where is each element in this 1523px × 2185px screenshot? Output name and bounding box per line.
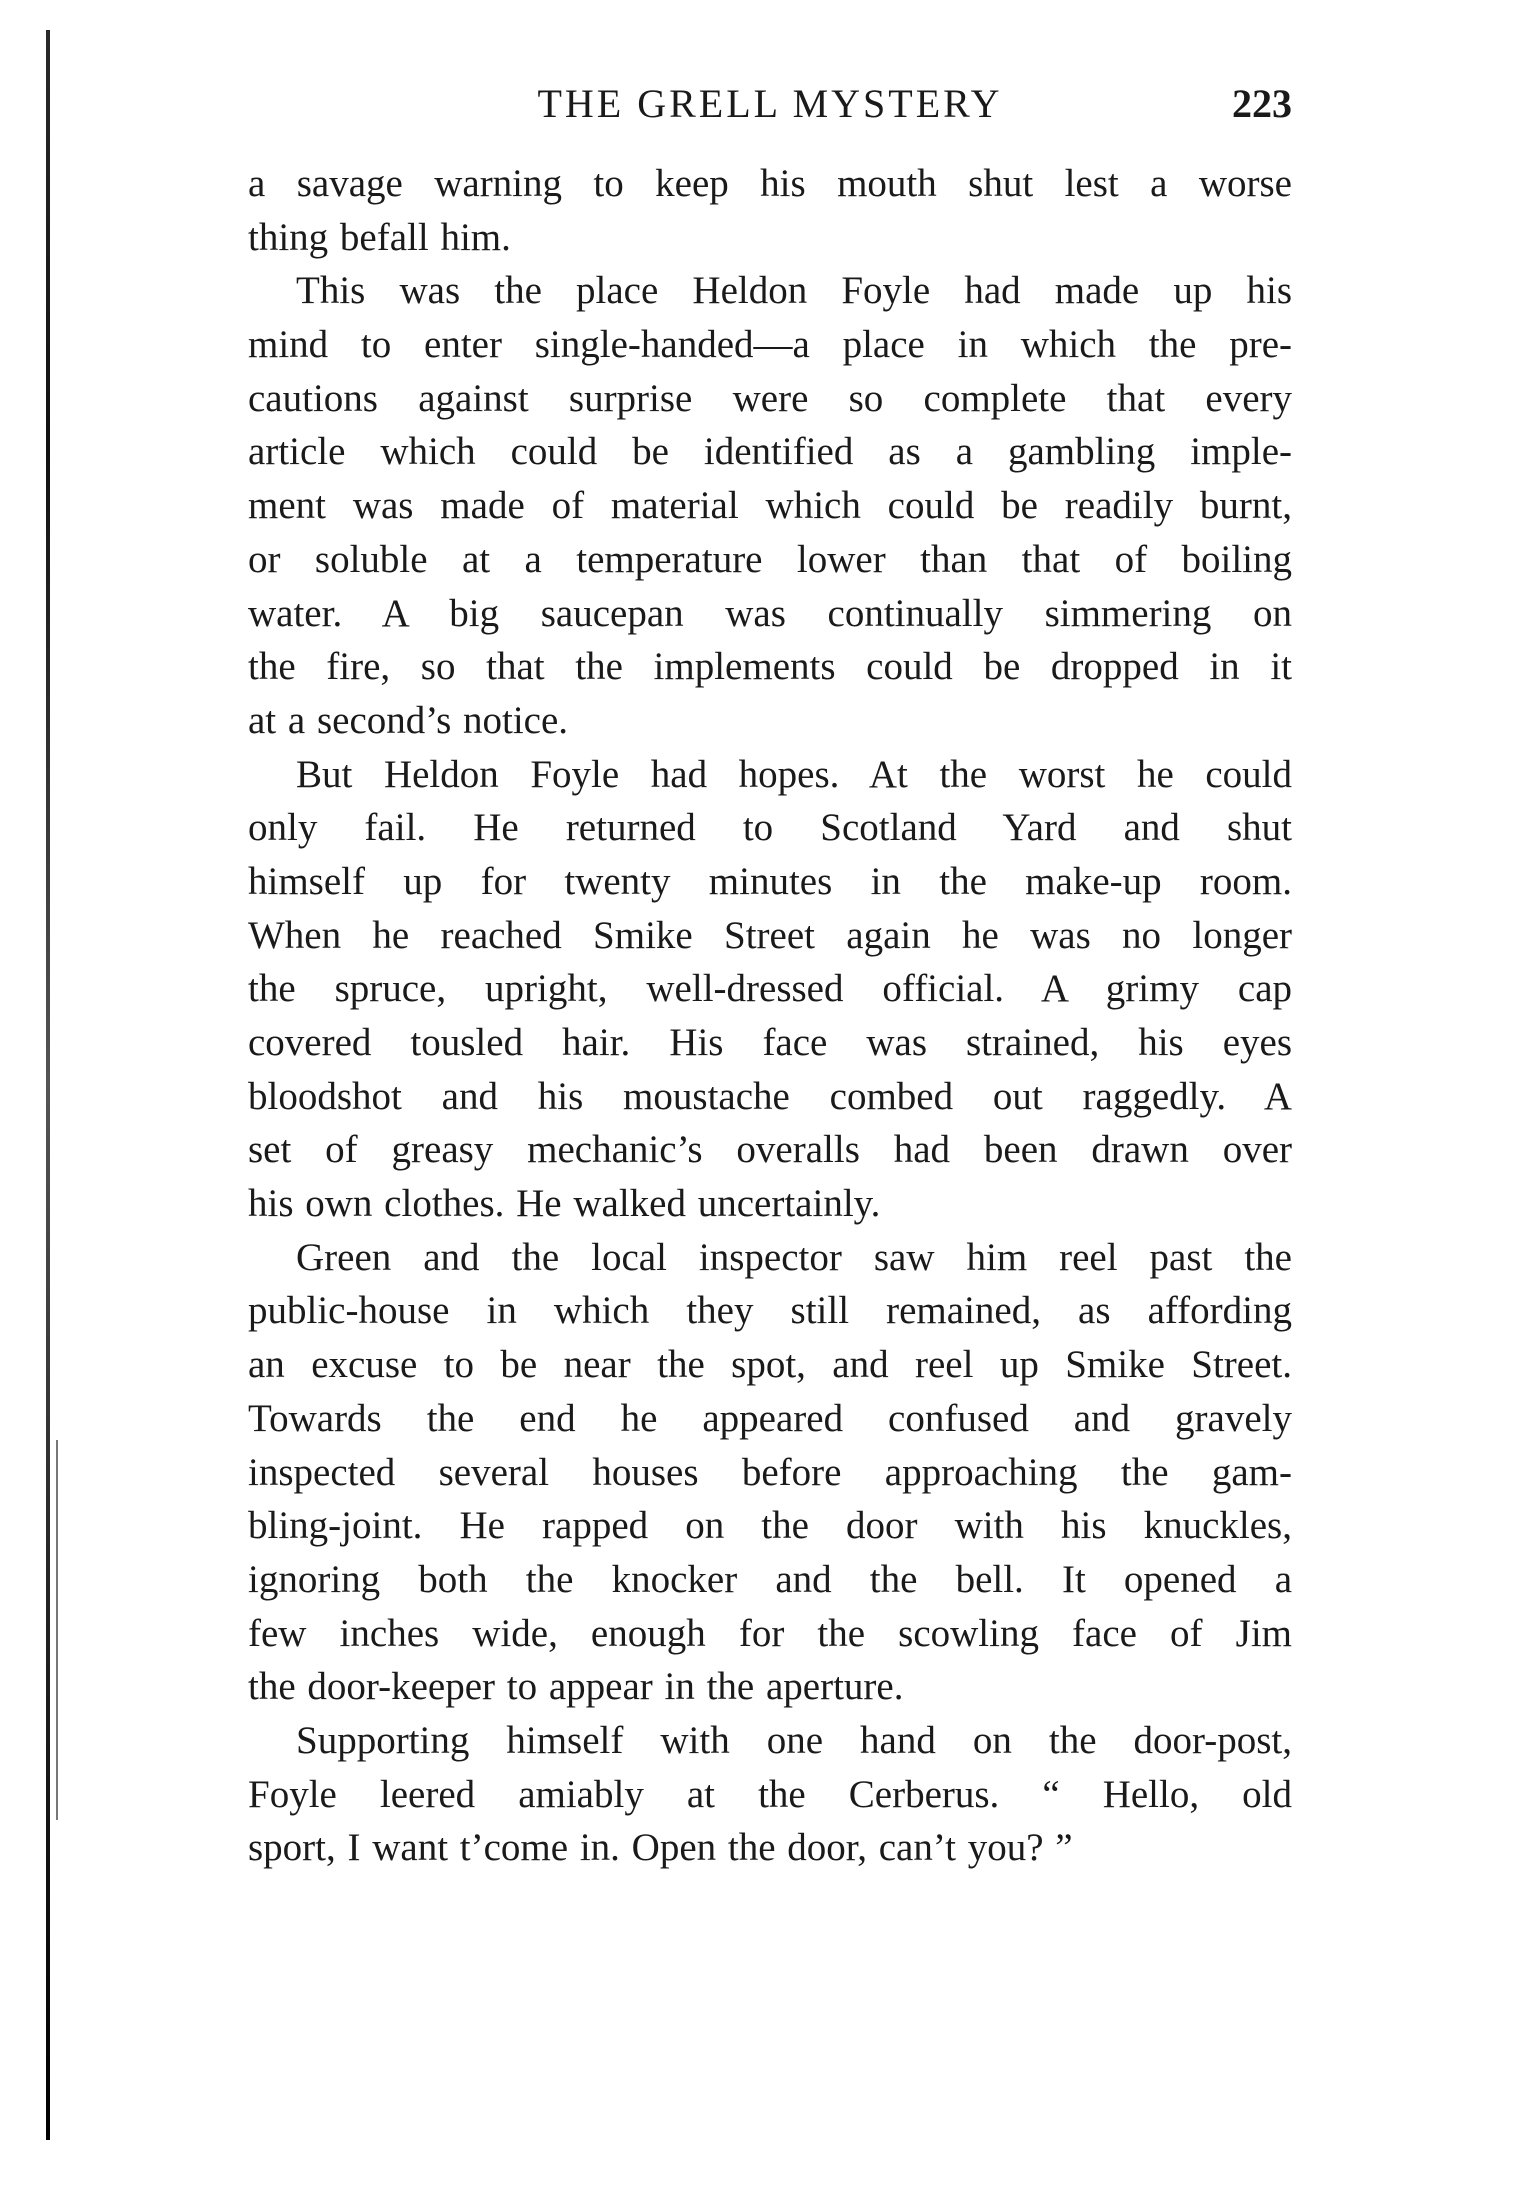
text-line: cautions against surprise were so complete that every xyxy=(248,376,1292,420)
page-binding-edge xyxy=(46,30,50,2140)
text-line: sport, I want t’come in. Open the door, can’t you? ” xyxy=(248,1826,1073,1870)
text-line: set of greasy mechanic’s overalls had been drawn over xyxy=(248,1128,1292,1172)
text-line: public-house in which they still remained, as affording xyxy=(248,1289,1292,1333)
text-line: ment was made of material which could be readily burnt, xyxy=(248,484,1292,528)
running-title: THE GRELL MYSTERY xyxy=(537,81,1003,126)
text-line: a savage warning to keep his mouth shut lest a worse xyxy=(248,162,1292,205)
text-line: himself up for twenty minutes in the make-up room. xyxy=(248,859,1292,903)
text-line: an excuse to be near the spot, and reel up Smike Street. xyxy=(248,1343,1292,1387)
paragraph xyxy=(248,748,1292,1231)
text-line: the spruce, upright, well-dressed official. A grimy cap xyxy=(248,967,1292,1011)
text-line: only fail. He returned to Scotland Yard and shut xyxy=(248,806,1292,850)
paragraph xyxy=(248,1231,1292,1714)
text-line: covered tousled hair. His face was strained, his eyes xyxy=(248,1021,1292,1064)
text-line: inspected several houses before approaching the gam- xyxy=(248,1450,1292,1494)
text-line: Towards the end he appeared confused and gravely xyxy=(248,1396,1292,1440)
text-line: Supporting himself with one hand on the door-post, xyxy=(296,1718,1292,1762)
text-line: water. A big saucepan was continually simmering on xyxy=(248,591,1292,635)
text-line: at a second’s notice. xyxy=(248,698,569,742)
text-line: Green and the local inspector saw him reel past the xyxy=(296,1235,1292,1279)
text-line: When he reached Smike Street again he was no longer xyxy=(248,913,1292,957)
body-text xyxy=(248,157,1292,1875)
text-line: article which could be identified as a gambling imple- xyxy=(248,430,1292,474)
text-line: bling-joint. He rapped on the door with his knuckles, xyxy=(248,1504,1292,1548)
running-head xyxy=(248,80,1292,140)
text-line: This was the place Heldon Foyle had made up his xyxy=(296,269,1292,313)
text-line: Foyle leered amiably at the Cerberus. “ Hello, old xyxy=(248,1772,1292,1816)
paragraph xyxy=(248,157,1292,264)
text-line: bloodshot and his moustache combed out raggedly. A xyxy=(248,1074,1292,1118)
text-line: few inches wide, enough for the scowling face of Jim xyxy=(248,1611,1292,1655)
text-line: thing befall him. xyxy=(248,215,511,259)
paragraph xyxy=(248,1714,1292,1875)
text-line: the fire, so that the implements could be dropped in it xyxy=(248,645,1292,689)
page-number: 223 xyxy=(1232,81,1292,126)
page-binding-shadow xyxy=(56,1440,58,1820)
paragraph xyxy=(248,264,1292,747)
text-line: the door-keeper to appear in the aperture. xyxy=(248,1665,904,1709)
text-line: But Heldon Foyle had hopes. At the worst he could xyxy=(296,752,1292,796)
text-line: mind to enter single-handed—a place in which the pre- xyxy=(248,323,1292,367)
text-line: ignoring both the knocker and the bell. It opened a xyxy=(248,1557,1292,1601)
text-line: his own clothes. He walked uncertainly. xyxy=(248,1182,881,1226)
text-line: or soluble at a temperature lower than that of boiling xyxy=(248,537,1292,581)
